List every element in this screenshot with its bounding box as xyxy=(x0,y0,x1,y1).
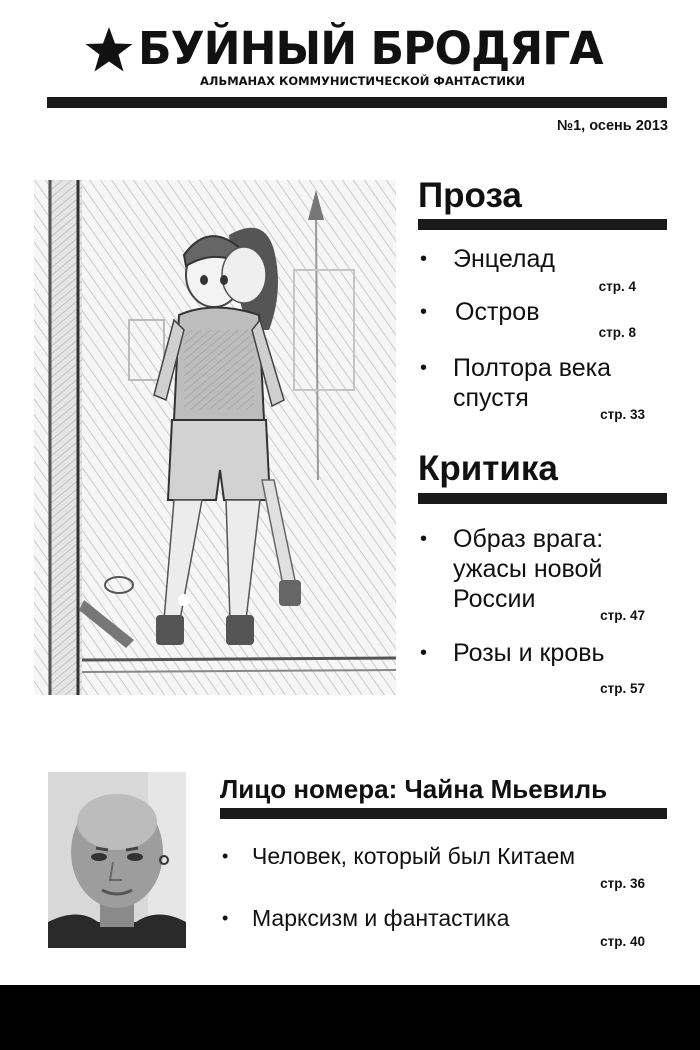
page-ref: стр. 4 xyxy=(598,279,636,294)
bullet-icon: • xyxy=(222,908,229,928)
section-rule-face xyxy=(220,808,667,819)
item-title: Энцелад xyxy=(453,245,555,273)
list-item[interactable] xyxy=(222,842,662,870)
list-item[interactable] xyxy=(420,244,670,274)
list-item[interactable] xyxy=(420,353,670,413)
sketch-drawing xyxy=(34,180,396,695)
item-title-line-3: России xyxy=(453,585,536,613)
item-title: Остров xyxy=(455,298,540,326)
masthead-subtitle: АЛЬМАНАХ КОММУНИСТИЧЕСКОЙ ФАНТАСТИКИ xyxy=(200,74,526,88)
page-ref: стр. 47 xyxy=(600,608,645,623)
masthead-title: БУЙНЫЙ БРОДЯГА xyxy=(138,22,603,75)
author-photo xyxy=(48,772,186,948)
item-title-line-2: ужасы новой xyxy=(453,555,603,583)
list-item[interactable] xyxy=(420,524,670,614)
list-item[interactable] xyxy=(420,638,670,668)
portrait-image xyxy=(48,772,186,948)
section-title-face: Лицо номера: Чайна Мьевиль xyxy=(220,774,608,804)
bullet-icon: • xyxy=(222,846,229,866)
item-title-line-1: Полтора века xyxy=(453,354,612,382)
section-rule-prose xyxy=(418,219,667,230)
star-icon xyxy=(84,25,134,75)
page-ref: стр. 8 xyxy=(598,325,636,340)
page-ref: стр. 33 xyxy=(600,407,645,422)
list-item[interactable] xyxy=(222,904,662,932)
item-title-line-1: Образ врага: xyxy=(453,525,604,553)
bullet-icon: • xyxy=(420,301,428,323)
item-title: Марксизм и фантастика xyxy=(252,905,510,931)
list-item[interactable] xyxy=(420,297,670,327)
item-title: Розы и кровь xyxy=(453,639,605,667)
item-title-line-2: спустя xyxy=(453,384,529,412)
section-title-criticism: Критика xyxy=(418,449,558,488)
section-title-prose: Проза xyxy=(418,176,522,215)
bullet-icon: • xyxy=(420,528,428,550)
page-ref: стр. 36 xyxy=(600,876,645,891)
masthead-rule xyxy=(47,97,667,108)
bullet-icon: • xyxy=(420,357,428,379)
item-title: Человек, который был Китаем xyxy=(252,843,576,869)
page-ref: стр. 40 xyxy=(600,934,645,949)
page-ref: стр. 57 xyxy=(600,681,645,696)
cover-illustration xyxy=(34,180,396,695)
bullet-icon: • xyxy=(420,642,428,664)
issue-label: №1, осень 2013 xyxy=(556,118,668,134)
bullet-icon: • xyxy=(420,248,428,270)
section-rule-criticism xyxy=(418,493,667,504)
